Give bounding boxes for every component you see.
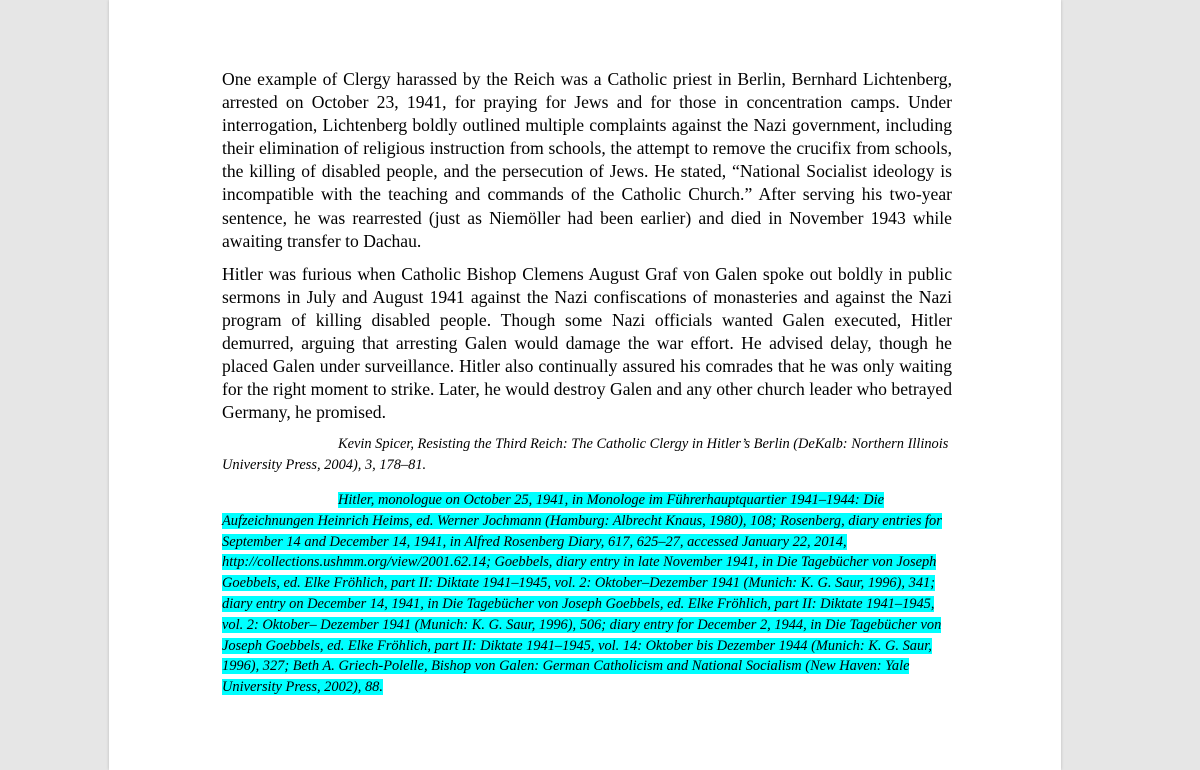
citation-spicer[interactable]: Kevin Spicer, Resisting the Third Reich: The Catholic Clergy in Hitler’s Berlin (DeKalb: Northern Illinois University Press, 2004), 3, 178–81. xyxy=(222,436,949,474)
document-page xyxy=(109,0,1061,770)
citation-highlighted[interactable] xyxy=(222,490,952,698)
highlighted-text[interactable]: Hitler, monologue on October 25, 1941, in Monologe im Führerhauptquartier 1941–1944: Die Aufzeichnungen Heinrich Heims, ed. Werner Jochmann (Hamburg: Albrecht Knaus, 1980), 108; Rosenberg, diary entries for September 14 and December 14, 1941, in Alfred Rosenberg Diary, 617, 625–27, accessed January 22, 2014, http://collections.ushmm.org/view/2001.62.14; Goebbels, diary entry in late November 1941, in Die Tagebücher von Joseph Goebbels, ed. Elke Fröhlich, part II: Diktate 1941–1945, vol. 2: Oktober–Dezember 1941 (Munich: K. G. Saur, 1996), 341; diary entry on December 14, 1941, in Die Tagebücher von Joseph Goebbels, ed. Elke Fröhlich, part II: Diktate 1941–1945, vol. 2: Oktober– Dezember 1941 (Munich: K. G. Saur, 1996), 506; diary entry for December 2, 1944, in Die Tagebücher von Joseph Goebbels, ed. Elke Fröhlich, part II: Diktate 1941–1945, vol. 14: Oktober bis Dezember 1944 (Munich: K. G. Saur, 1996), 327; Beth A. Griech-Polelle, Bishop von Galen: German Catholicism and National Socialism (New Haven: Yale University Press, 2002), 88. xyxy=(222,492,942,696)
paragraph-lichtenberg[interactable]: One example of Clergy harassed by the Reich was a Catholic priest in Berlin, Bernhard Lichtenberg, arrested on October 23, 1941, for praying for Jews and for those in concentration camps. Under interrogation, Lichtenberg boldly outlined multiple complaints against the Nazi government, including their elimination of religious instruction from schools, the attempt to remove the crucifix from schools, the killing of disabled people, and the persecution of Jews. He stated, “National Socialist ideology is incompatible with the teaching and commands of the Catholic Church.” After serving his two-year sentence, he was rearrested (just as Niemöller had been earlier) and died in November 1943 while awaiting transfer to Dachau. xyxy=(222,69,952,251)
paragraph-galen[interactable]: Hitler was furious when Catholic Bishop Clemens August Graf von Galen spoke out boldly in public sermons in July and August 1941 against the Nazi confiscations of monasteries and against the Nazi program of killing disabled people. Though some Nazi officials wanted Galen executed, Hitler demurred, arguing that arresting Galen would damage the war effort. He advised delay, though he placed Galen under surveillance. Hitler also continually assured his comrades that he was only waiting for the right moment to strike. Later, he would destroy Galen and any other church leader who betrayed Germany, he promised. xyxy=(222,263,952,423)
page-content xyxy=(222,68,952,712)
